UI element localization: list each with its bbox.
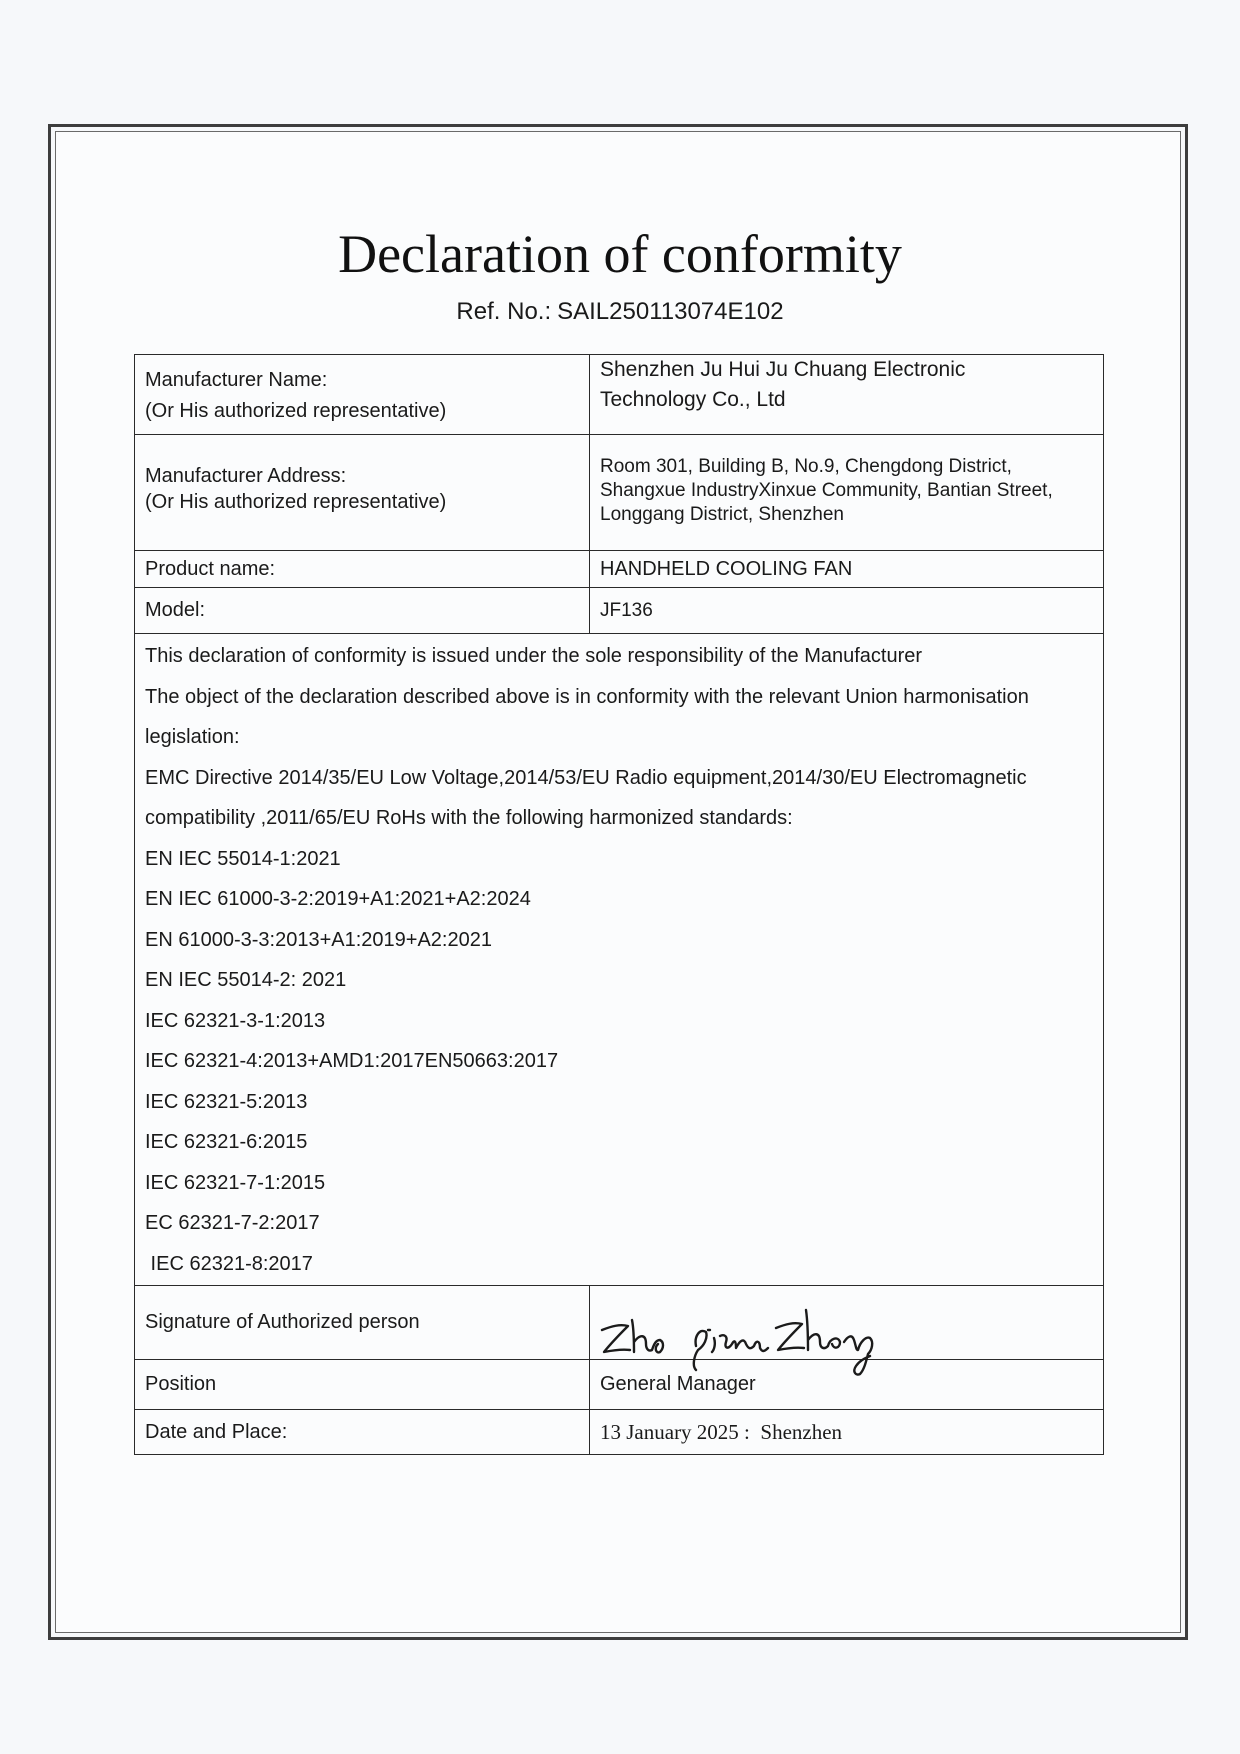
signature-label: Signature of Authorized person: [135, 1286, 590, 1360]
declaration-body-line: This declaration of conformity is issued under the sole responsibility of the Manufacturer: [145, 645, 923, 667]
date-place-row: [135, 1410, 1104, 1455]
manufacturer-name-value-line1: Shenzhen Ju Hui Ju Chuang Electronic: [600, 358, 966, 381]
manufacturer-address-sublabel: (Or His authorized representative): [145, 491, 447, 513]
declaration-body-line: EN IEC 55014-1:2021: [145, 847, 341, 870]
declaration-body-line: IEC 62321-5:2013: [145, 1090, 308, 1113]
declaration-body-line: IEC 62321-7-1:2015: [145, 1171, 326, 1194]
manufacturer-name-label-cell: [135, 355, 590, 435]
date-place-value: 13 January 2025 : Shenzhen: [590, 1410, 1104, 1455]
signature-cell: [590, 1286, 1104, 1360]
position-value: General Manager: [590, 1360, 1104, 1410]
declaration-body-line: EN IEC 61000-3-2:2019+A1:2021+A2:2024: [145, 888, 531, 910]
manufacturer-address-label: Manufacturer Address:: [145, 465, 347, 487]
document-title: Declaration of conformity: [338, 224, 902, 284]
manufacturer-address-row: [135, 435, 1104, 551]
manufacturer-address-value-cell: [590, 435, 1104, 551]
manufacturer-address-line3: Longgang District, Shenzhen: [600, 504, 844, 525]
declaration-body-line: IEC 62321-4:2013+AMD1:2017EN50663:2017: [145, 1050, 559, 1072]
model-row: [135, 588, 1104, 634]
declaration-body-text: [145, 636, 1093, 1284]
declaration-body-line: compatibility ,2011/65/EU RoHs with the following harmonized standards:: [145, 807, 793, 829]
declaration-body-line: EN 61000-3-3:2013+A1:2019+A2:2021: [145, 928, 492, 951]
declaration-body-line: IEC 62321-6:2015: [145, 1131, 308, 1153]
declaration-body-line: EMC Directive 2014/35/EU Low Voltage,2014/53/EU Radio equipment,2014/30/EU Electromagnetic: [145, 766, 1027, 789]
manufacturer-name-sublabel: (Or His authorized representative): [145, 400, 447, 422]
declaration-body-line: EN IEC 55014-2: 2021: [145, 969, 347, 991]
manufacturer-address-line1: Room 301, Building B, No.9, Chengdong District,: [600, 456, 1012, 477]
manufacturer-name-value-cell: [590, 355, 1104, 435]
model-label: Model:: [135, 588, 590, 634]
manufacturer-name-label: Manufacturer Name:: [145, 369, 328, 391]
manufacturer-address-label-cell: [135, 435, 590, 551]
signature-row: [135, 1286, 1104, 1360]
declaration-body-line: IEC 62321-3-1:2013: [145, 1009, 326, 1032]
ref-number: SAIL250113074E102: [557, 298, 784, 325]
position-label: Position: [135, 1360, 590, 1410]
declaration-table: [134, 354, 1104, 1455]
manufacturer-name-row: [135, 355, 1104, 435]
declaration-body-row: [135, 634, 1104, 1286]
manufacturer-name-value-line2: Technology Co., Ltd: [600, 388, 786, 411]
model-value: JF136: [590, 588, 1104, 634]
declaration-body-line: legislation:: [145, 726, 240, 748]
ref-label: Ref. No.:: [456, 298, 552, 325]
reference-number-line: [0, 297, 1240, 327]
date-place-label: Date and Place:: [135, 1410, 590, 1455]
product-name-label: Product name:: [135, 551, 590, 588]
product-name-value: HANDHELD COOLING FAN: [590, 551, 1104, 588]
declaration-body-line: The object of the declaration described above is in conformity with the relevant Union harmonisation: [145, 685, 1029, 708]
manufacturer-address-line2: Shangxue IndustryXinxue Community, Bantian Street,: [600, 480, 1053, 501]
declaration-body-line: IEC 62321-8:2017: [145, 1252, 313, 1275]
declaration-body-line: EC 62321-7-2:2017: [145, 1212, 320, 1234]
product-name-row: [135, 551, 1104, 588]
handwritten-signature: [594, 1300, 924, 1380]
declaration-body-cell: [135, 634, 1104, 1286]
